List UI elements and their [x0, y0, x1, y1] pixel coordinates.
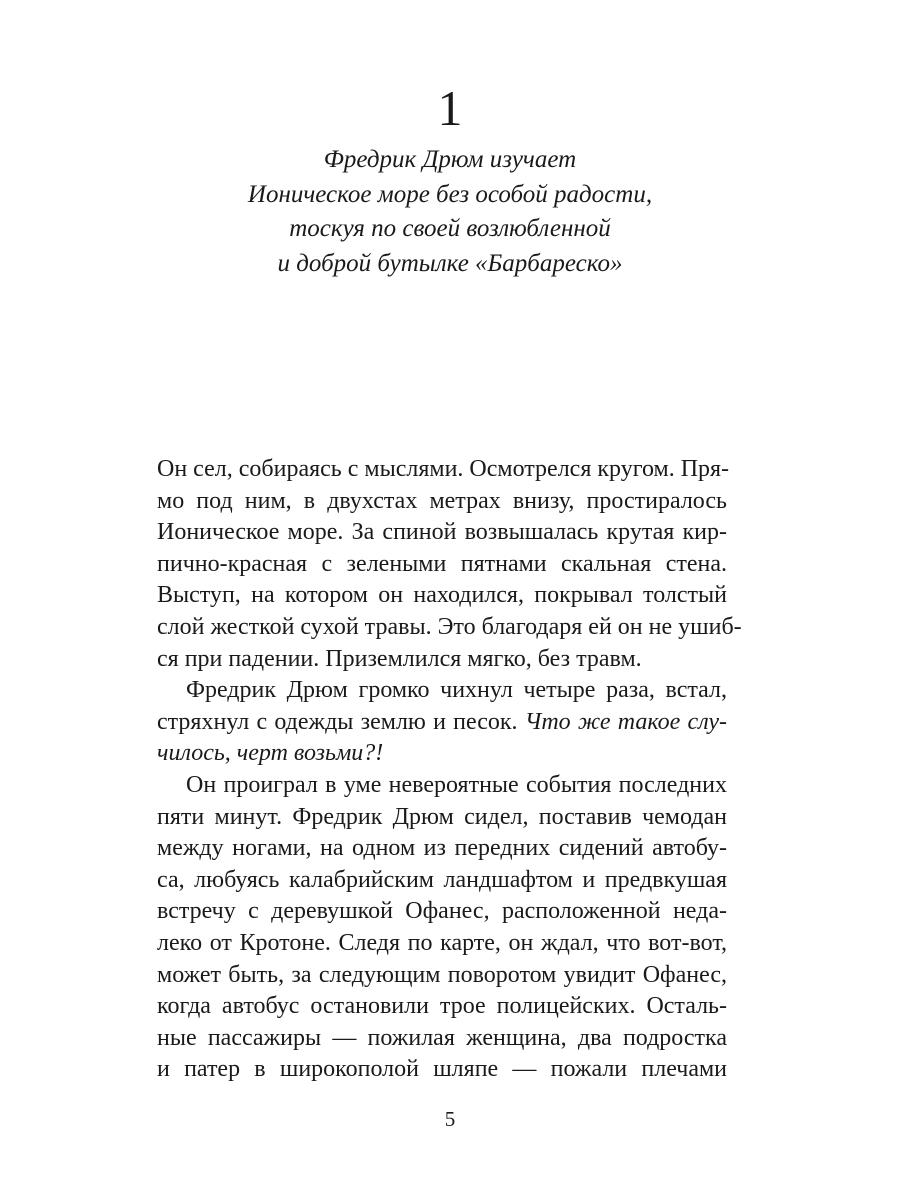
epigraph-line: Ионическое море без особой радости,	[247, 180, 653, 208]
text-line: Фредрик Дрюм громко чихнул четыре раза, встал,	[186, 677, 727, 704]
text-line: Он проиграл в уме невероятные события последних	[186, 771, 727, 798]
italic-text-line: чилось, черт возьми?!	[157, 740, 384, 767]
chapter-number: 1	[437, 80, 463, 136]
text-line: Выступ, на котором он находился, покрывал толстый	[157, 582, 727, 609]
text-line: встречу с деревушкой Офанес, расположенной неда-	[157, 898, 727, 925]
epigraph-line: и доброй бутылке «Барбареско»	[277, 249, 623, 277]
text-line: пяти минут. Фредрик Дрюм сидел, поставив чемодан	[157, 803, 727, 830]
chapter-epigraph	[0, 143, 900, 281]
text-line: са, любуясь калабрийским ландшафтом и предвкушая	[157, 866, 727, 893]
chapter-body	[157, 454, 742, 1086]
text-line: леко от Кротоне. Следя по карте, он ждал, что вот-вот,	[157, 929, 727, 956]
text-line: мо под ним, в двухстах метрах внизу, простиралось	[157, 487, 727, 514]
italic-text-run: Что же такое слу-	[524, 708, 727, 735]
text-line: ся при падении. Приземлился мягко, без травм.	[157, 645, 642, 672]
text-line	[157, 707, 727, 739]
text-line: ные пассажиры — пожилая женщина, два подростка	[157, 1024, 727, 1051]
text-line: слой жесткой сухой травы. Это благодаря ей он не ушиб-	[157, 613, 742, 640]
page-number: 5	[444, 1107, 456, 1131]
text-line: и патер в широкополой шляпе — пожали плечами	[157, 1056, 727, 1083]
text-line: Ионическое море. За спиной возвышалась крутая кир-	[157, 519, 727, 546]
epigraph-line: Фредрик Дрюм изучает	[323, 146, 577, 173]
text-line: пично-красная с зелеными пятнами скальная стена.	[157, 550, 727, 577]
text-line: когда автобус остановили трое полицейских. Осталь-	[157, 993, 727, 1020]
text-line: между ногами, на одном из передних сидений автобу-	[157, 835, 727, 862]
paragraph	[157, 675, 727, 770]
text-run: стряхнул с одежды землю и песок.	[157, 708, 525, 735]
paragraph	[157, 770, 727, 1086]
paragraph	[157, 454, 742, 675]
epigraph-line: тоскуя по своей возлюбленной	[289, 215, 611, 242]
text-line: Он сел, собираясь с мыслями. Осмотрелся кругом. Пря-	[157, 456, 730, 482]
text-line: может быть, за следующим поворотом увидит Офанес,	[157, 961, 727, 988]
